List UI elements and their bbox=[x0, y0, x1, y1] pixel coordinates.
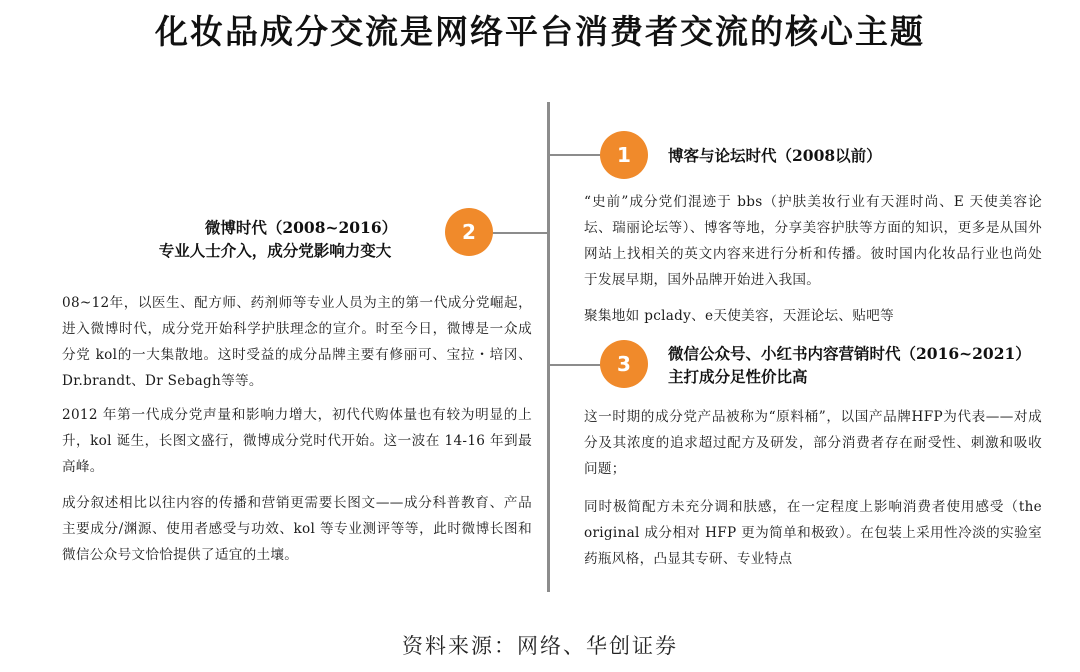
era-3-paragraph-1: 这一时期的成分党产品被称为“原料桶”，以国产品牌HFP为代表——对成分及其浓度的追求超过配方及研发，部分消费者存在耐受性、刺激和吸收问题； bbox=[584, 409, 1042, 477]
era-2-heading-line1: 微博时代（2008~2016） bbox=[204, 218, 398, 237]
era-2-connector bbox=[492, 232, 548, 234]
era-3-connector bbox=[550, 364, 602, 366]
era-3-heading-line1: 微信公众号、小红书内容营销时代（2016~2021） bbox=[668, 344, 1031, 363]
era-1-paragraph-1: “史前”成分党们混迹于 bbs（护肤美妆行业有天涯时尚、E 天使美容论坛、瑞丽论坛等）、博客等地，分享美容护肤等方面的知识，更多是从国外网站上找相关的英文内容来进行分析和传播。彼时国内化妆品行业也尚处于发展早期，国外品牌开始进入我国。 bbox=[584, 194, 1042, 288]
era-2-badge: 2 bbox=[445, 208, 493, 256]
source-note: 资料来源：网络、华创证券 bbox=[402, 634, 678, 658]
era-1-badge: 1 bbox=[600, 131, 648, 179]
era-1-connector bbox=[550, 154, 602, 156]
era-2-paragraph-1: 08~12年，以医生、配方师、药剂师等专业人员为主的第一代成分党崛起，进入微博时代，成分党开始科学护肤理念的宣介。时至今日，微博是一众成分党 kol的一大集散地。这时受益的成分品牌主要有修丽可、宝拉・培冈、Dr.brandt、Dr Sebagh等等。 bbox=[62, 295, 532, 389]
era-1-heading: 博客与论坛时代（2008以前） bbox=[668, 146, 882, 165]
page-title: 化妆品成分交流是网络平台消费者交流的核心主题 bbox=[155, 12, 925, 51]
era-2-paragraph-2: 2012 年第一代成分党声量和影响力增大，初代代购体量也有较为明显的上升，kol 诞生，长图文盛行，微博成分党时代开始。这一波在 14-16 年到最高峰。 bbox=[62, 407, 532, 475]
era-3-heading-line2: 主打成分足性价比高 bbox=[668, 367, 808, 386]
era-1-paragraph-2: 聚集地如 pclady、e天使美容，天涯论坛、贴吧等 bbox=[584, 308, 895, 324]
era-3-badge: 3 bbox=[600, 340, 648, 388]
timeline-axis bbox=[547, 102, 550, 592]
era-2-paragraph-3: 成分叙述相比以往内容的传播和营销更需要长图文——成分科普教育、产品主要成分/渊源、使用者感受与功效、kol 等专业测评等等，此时微博长图和微信公众号文恰恰提供了适宜的土壤。 bbox=[62, 495, 532, 563]
era-3-paragraph-2: 同时极简配方未充分调和肤感，在一定程度上影响消费者使用感受（the original 成分相对 HFP 更为简单和极致）。在包装上采用性冷淡的实验室药瓶风格，凸显其专研、专业特点 bbox=[584, 499, 1042, 567]
era-2-heading-line2: 专业人士介入，成分党影响力变大 bbox=[158, 241, 392, 260]
